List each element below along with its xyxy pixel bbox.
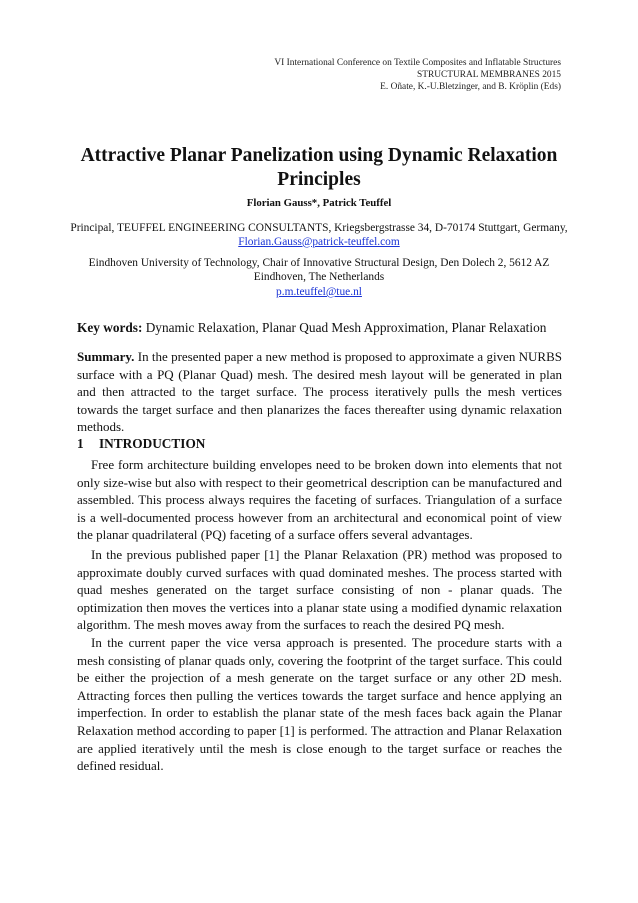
intro-paragraph-1: Free form architecture building envelopes need to be broken down into elements that not only size-wise but also with respect to their geometrical description can be manufactured and assembled. This process always requires the faceting of surfaces. Triangulation of a surface is a well-documented process however from an architectural and economical point of view the planar quadrilateral (PQ) faceting of a surface offers several advantages. (77, 457, 562, 543)
intro-paragraph-2: In the previous published paper [1] the Planar Relaxation (PR) method was proposed to approximate doubly curved surfaces with quad dominated meshes. The process started with quad meshes generated on the target surface consisting of non - planar quads. The optimization then moves the vertices into a planar state using a modified dynamic relaxation algorithm. The mesh moves away from the surfaces to reach the desired PQ mesh. (77, 547, 562, 633)
affiliation-1 (70, 222, 568, 249)
conference-header (274, 57, 561, 93)
paper-authors: Florian Gauss*, Patrick Teuffel (246, 197, 392, 209)
summary-text: In the presented paper a new method is proposed to approximate a given NURBS surface with a PQ (Planar Quad) mesh. The desired mesh layout will be generated in plan and then attracted to the target surface. The process iteratively pulls the mesh vertices towards the target surface and then planarizes the faces thereafter using dynamic relaxation methods. (77, 349, 562, 435)
affiliation-2 (70, 257, 568, 284)
section-heading (77, 436, 205, 452)
affiliation-2-email-link[interactable]: p.m.teuffel@tue.nl (276, 286, 362, 298)
intro-paragraph-3: In the current paper the vice versa approach is presented. The procedure starts with a mesh consisting of planar quads only, covering the footprint of the target surface. This could be either the projection of a mesh generate on the target surface or any other 2D mesh. Attracting forces then pulling the vertices towards the target surface and hence applying an imperfection. In order to establish the planar state of the mesh faces back again the Planar Relaxation method according to paper [1] is performed. The attraction and Planar Relaxation are applied iteratively until the mesh is close enough to the target surface or reaches the defined residual. (77, 635, 562, 774)
affiliation-1-email-link[interactable]: Florian.Gauss@patrick-teuffel.com (238, 235, 400, 248)
conference-series: STRUCTURAL MEMBRANES 2015 (417, 70, 561, 80)
keywords-text: Dynamic Relaxation, Planar Quad Mesh Approximation, Planar Relaxation (145, 320, 547, 335)
conference-editors: E. Oñate, K.-U.Bletzinger, and B. Kröplin (Eds) (380, 82, 561, 92)
keywords-label: Key words: (77, 320, 143, 335)
conference-name: VI International Conference on Textile Composites and Inflatable Structures (274, 58, 561, 68)
paper-title: Attractive Planar Panelization using Dynamic Relaxation Principles (80, 145, 558, 190)
keywords (77, 320, 562, 336)
affiliation-2-email (0, 286, 638, 300)
summary (77, 348, 562, 436)
affiliation-1-text: Principal, TEUFFEL ENGINEERING CONSULTANTS, Kriegsbergstrasse 34, D-70174 Stuttgart, Germany, (70, 222, 568, 234)
section-title: INTRODUCTION (99, 436, 206, 451)
section-number: 1 (77, 436, 84, 451)
summary-label: Summary. (77, 349, 135, 364)
affiliation-2-text: Eindhoven University of Technology, Chair of Innovative Structural Design, Den Dolech 2, 5612 AZ Eindhoven, The Netherlands (88, 257, 550, 283)
